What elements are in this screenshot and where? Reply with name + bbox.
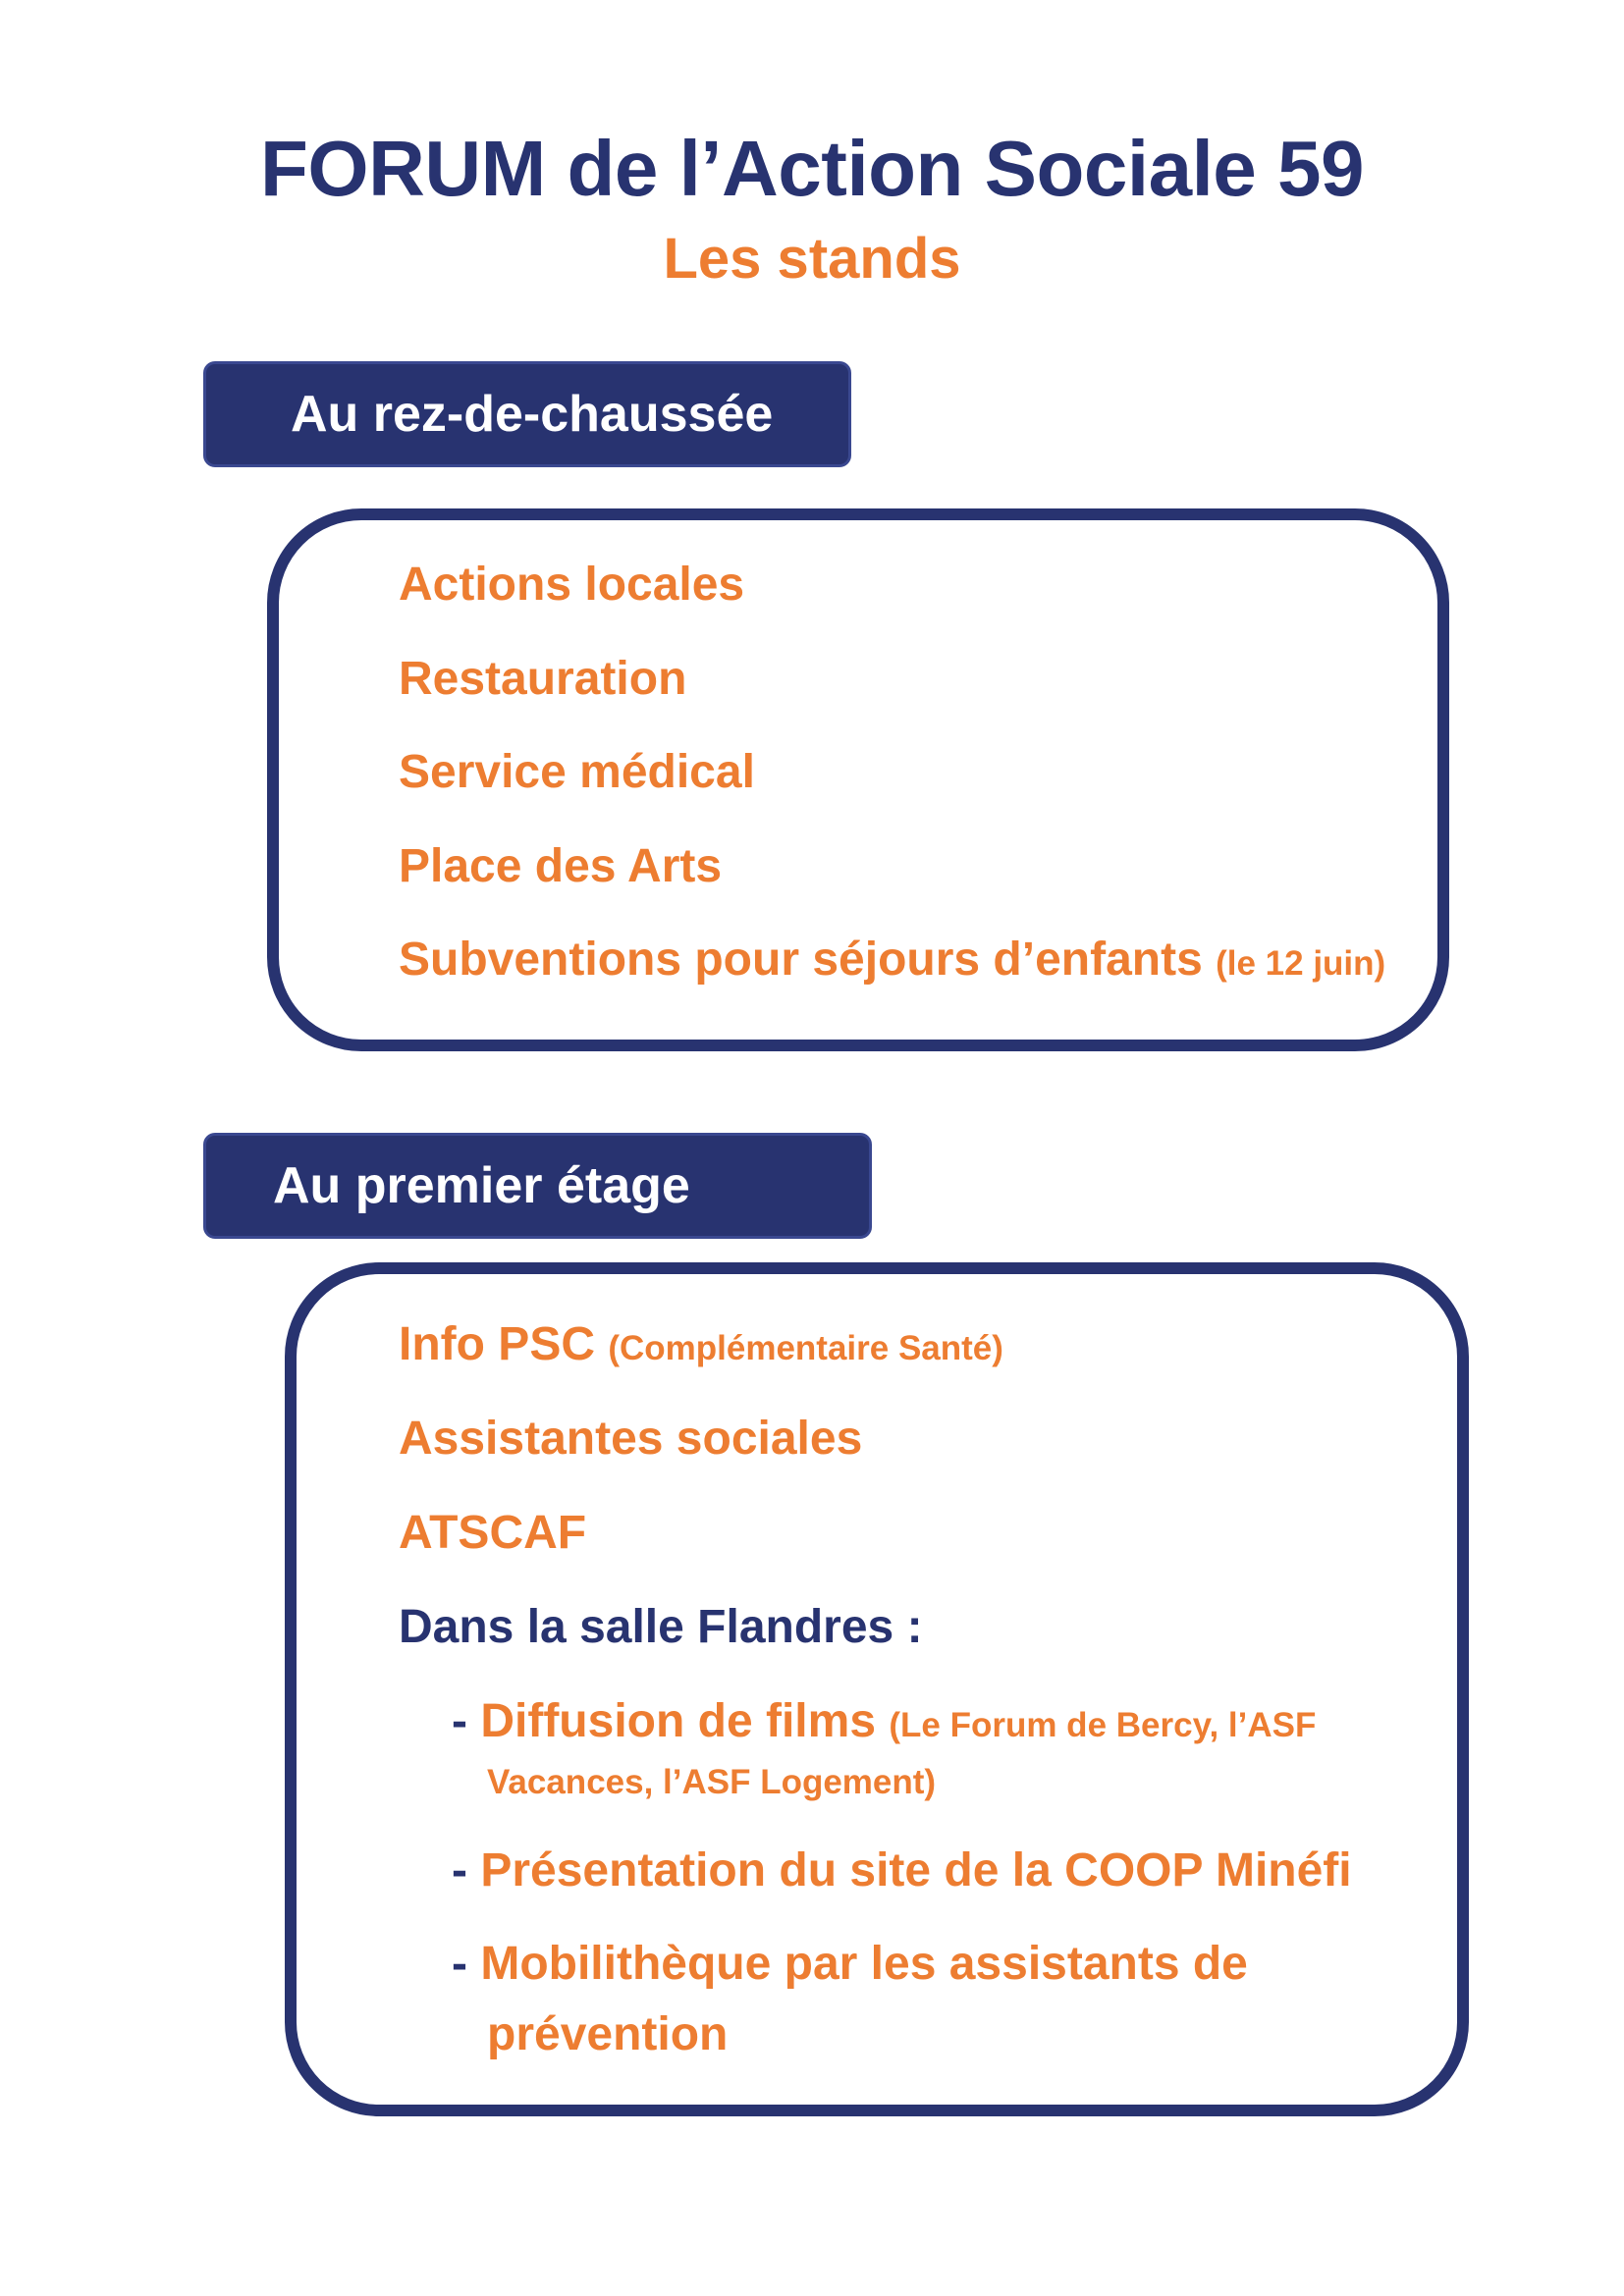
list-item-note: (Complémentaire Santé) [608, 1329, 1003, 1367]
list-item: Assistantes sociales [399, 1413, 863, 1465]
section-label-text: Au rez-de-chaussée [291, 386, 774, 443]
dash-bullet: - [452, 1844, 467, 1896]
section-label-ground-floor [203, 361, 851, 467]
list-item-note: (Le Forum de Bercy, l’ASF [889, 1706, 1317, 1744]
list-item: Restauration [399, 653, 687, 705]
dash-bullet: - [452, 1938, 467, 1990]
room-heading: Dans la salle Flandres : [399, 1601, 923, 1653]
list-item: Subventions pour séjours d’enfants (le 12 juin) [399, 934, 1386, 986]
room-list-item-continued: prévention [487, 2008, 729, 2060]
room-list-item: - Diffusion de films (Le Forum de Bercy, l’ASF [452, 1695, 1317, 1747]
list-item: Actions locales [399, 559, 745, 611]
dash-bullet: - [452, 1695, 467, 1747]
section-label-first-floor [203, 1133, 872, 1239]
section-label-text: Au premier étage [273, 1157, 690, 1214]
list-item: Info PSC (Complémentaire Santé) [399, 1318, 1003, 1370]
room-list-item: - Présentation du site de la COOP Minéfi [452, 1844, 1352, 1896]
page-subtitle: Les stands [663, 227, 961, 291]
list-item: ATSCAF [399, 1507, 587, 1559]
list-item: Place des Arts [399, 840, 723, 892]
list-item-note-continued: Vacances, l’ASF Logement) [487, 1763, 937, 1801]
list-item: Service médical [399, 746, 755, 798]
list-item-note: (le 12 juin) [1216, 944, 1386, 983]
room-list-item: - Mobilithèque par les assistants de [452, 1938, 1248, 1990]
page-title: FORUM de l’Action Sociale 59 [259, 125, 1364, 212]
